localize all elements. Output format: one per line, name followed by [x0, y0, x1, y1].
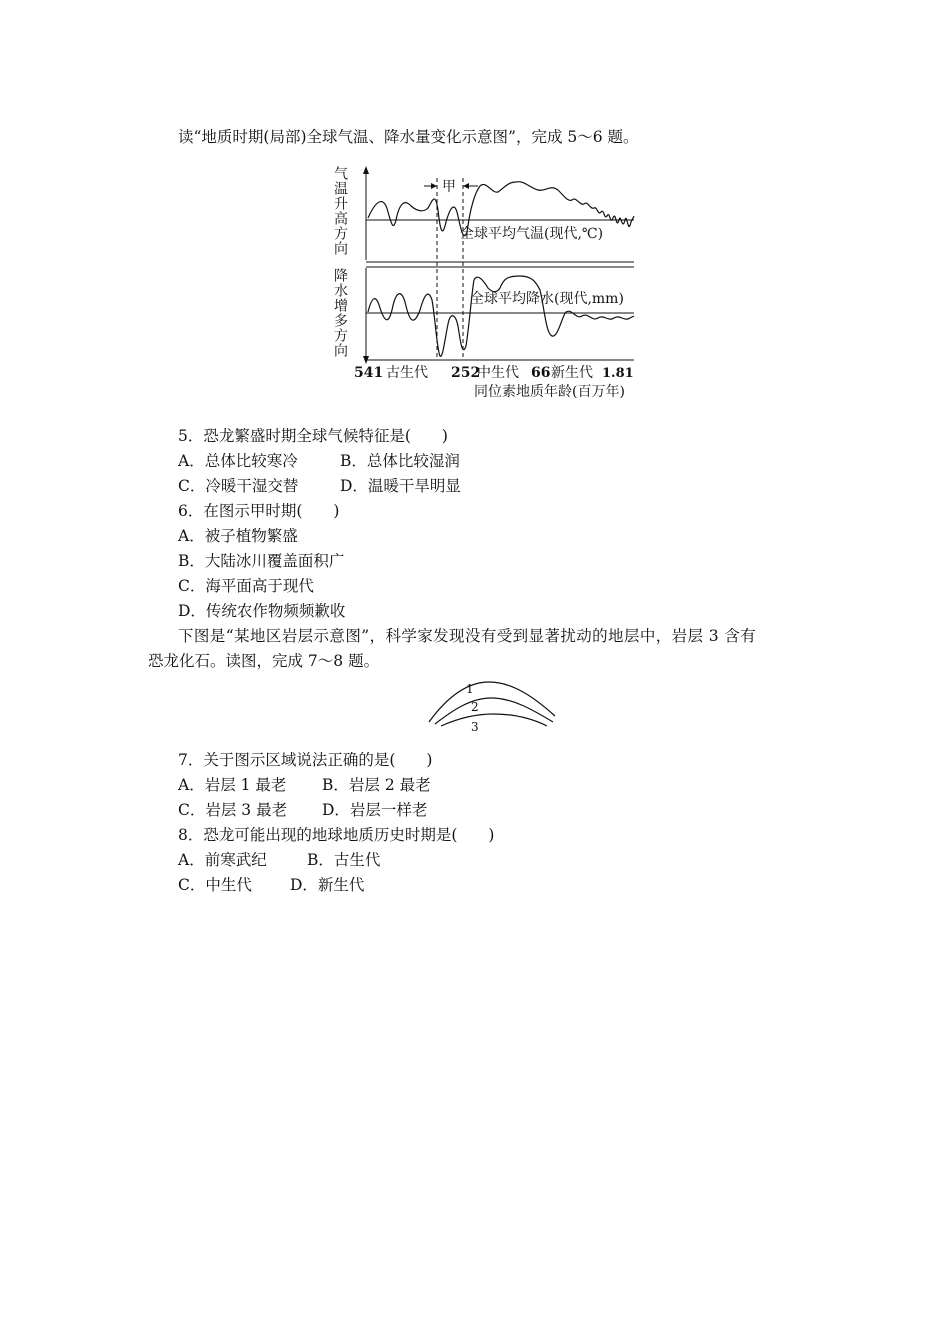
q7-option-d[interactable]: D．岩层一样老 — [322, 801, 428, 819]
q7-option-c[interactable]: C．岩层 3 最老 — [178, 801, 288, 819]
precip-axis-label: 降水增多方向 — [332, 268, 348, 358]
q5-option-a[interactable]: A．总体比较寒冷 — [178, 452, 298, 470]
tick-66: 66 — [531, 365, 551, 381]
tick-cenozoic: 新生代 — [551, 365, 593, 381]
tick-mesozoic: 中生代 — [477, 365, 519, 381]
question-8-stem: 8．恐龙可能出现的地球地质历史时期是( ) — [178, 826, 495, 844]
question-6-stem: 6．在图示甲时期( ) — [178, 502, 340, 520]
question-5-stem: 5．恐龙繁盛时期全球气候特征是( ) — [178, 427, 448, 445]
period-jia-label: 甲 — [442, 179, 456, 195]
question-7-stem: 7．关于图示区域说法正确的是( ) — [178, 751, 433, 769]
x-axis-label: 同位素地质年龄(百万年) — [474, 384, 625, 400]
q8-option-a[interactable]: A．前寒武纪 — [178, 851, 267, 869]
q8-option-c[interactable]: C．中生代 — [178, 876, 252, 894]
q6-option-c[interactable]: C．海平面高于现代 — [178, 577, 314, 595]
climate-change-figure — [332, 150, 656, 402]
q5-option-b[interactable]: B．总体比较湿润 — [340, 452, 460, 470]
q6-option-d[interactable]: D．传统农作物频频歉收 — [178, 602, 346, 620]
tick-252: 252 — [451, 365, 481, 381]
temp-line-label: 全球平均气温(现代,℃) — [460, 226, 604, 242]
precipitation-curve — [368, 276, 634, 356]
stratum-label-3: 3 — [471, 720, 479, 734]
stratum-label-1: 1 — [466, 682, 474, 696]
q5-option-d[interactable]: D．温暖干旱明显 — [340, 477, 461, 495]
precip-line-label: 全球平均降水(现代,mm) — [470, 291, 624, 307]
intro-question-7-8-line1: 下图是“某地区岩层示意图”，科学家发现没有受到显著扰动的地层中，岩层 3 含有 — [178, 627, 757, 645]
q8-option-d[interactable]: D．新生代 — [290, 876, 365, 894]
stratum-curve-3 — [441, 714, 547, 726]
intro-question-7-8-line2: 恐龙化石。读图，完成 7～8 题。 — [148, 652, 380, 670]
q6-option-b[interactable]: B．大陆冰川覆盖面积广 — [178, 552, 345, 570]
tick-paleozoic: 古生代 — [386, 365, 428, 381]
stratum-curve-1 — [429, 682, 555, 722]
temp-axis-label: 气温升高方向 — [332, 166, 348, 256]
rock-strata-figure — [425, 676, 560, 738]
stratum-curve-2 — [435, 698, 553, 724]
intro-question-5-6: 读“地质时期(局部)全球气温、降水量变化示意图”，完成 5～6 题。 — [178, 128, 639, 146]
q7-option-b[interactable]: B．岩层 2 最老 — [322, 776, 431, 794]
tick-1-81: 1.81 — [602, 366, 634, 381]
q6-option-a[interactable]: A．被子植物繁盛 — [178, 527, 298, 545]
tick-541: 541 — [354, 365, 384, 381]
stratum-label-2: 2 — [471, 700, 479, 714]
q7-option-a[interactable]: A．岩层 1 最老 — [178, 776, 287, 794]
q5-option-c[interactable]: C．冷暖干湿交替 — [178, 477, 299, 495]
q8-option-b[interactable]: B．古生代 — [307, 851, 381, 869]
